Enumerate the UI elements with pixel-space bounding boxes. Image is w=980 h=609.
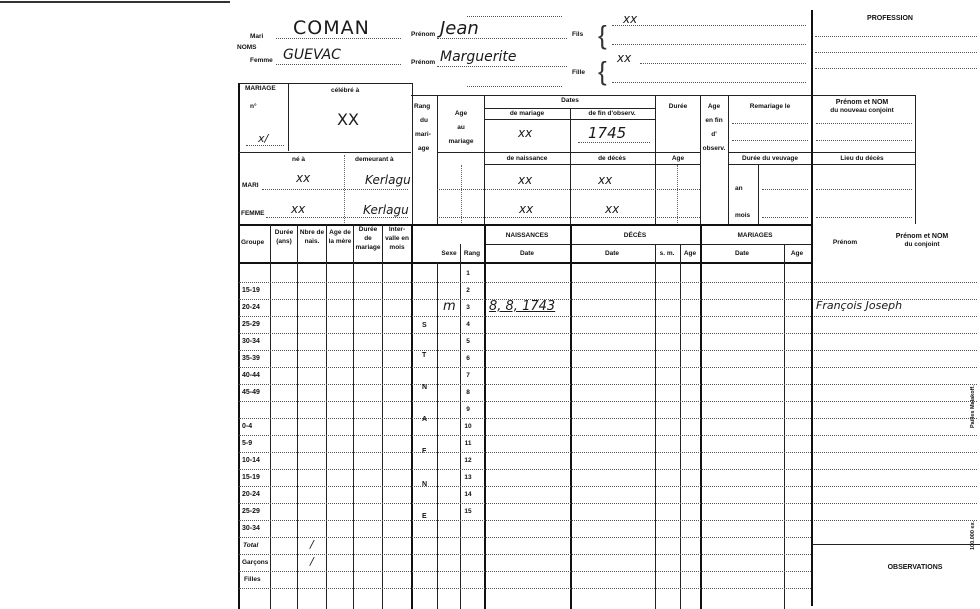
table-subheader-rule bbox=[484, 244, 811, 245]
mois-label: mois bbox=[735, 212, 751, 219]
remariage-dots-2 bbox=[732, 140, 808, 141]
dates-subheader-rule bbox=[484, 108, 655, 109]
marriage-mid-rule bbox=[238, 152, 411, 153]
de-fin-label: de fin d'observ. bbox=[588, 110, 636, 117]
fille-value: xx bbox=[617, 51, 632, 65]
prenom-row-rule bbox=[814, 435, 977, 436]
mari-name-line bbox=[276, 38, 401, 39]
femme-ne-value: xx bbox=[291, 202, 306, 216]
remariage-rule-2 bbox=[728, 164, 811, 165]
femme-row-dots bbox=[266, 217, 408, 218]
ne-a-label: né à bbox=[292, 156, 306, 163]
mari-row-dots bbox=[262, 189, 408, 190]
row-rule bbox=[239, 486, 811, 487]
age-group-bottom: 20-24 bbox=[242, 491, 260, 498]
age-mariage-label-1: Age bbox=[454, 110, 468, 117]
femme-prenom-label: Prénom bbox=[411, 59, 436, 66]
conjoint-dots-1 bbox=[816, 123, 912, 124]
row-rule bbox=[239, 537, 811, 538]
garcons-value: / bbox=[310, 555, 314, 568]
femme-label: Femme bbox=[250, 57, 273, 64]
femme-name: GUEVAC bbox=[283, 47, 341, 63]
mari-label: Mari bbox=[250, 33, 264, 40]
profession-line-1 bbox=[815, 36, 977, 37]
dates-right-divider bbox=[655, 95, 656, 224]
row-rule bbox=[239, 554, 811, 555]
duree-mariage-header-2: de bbox=[364, 235, 372, 242]
deces-age-header: Age bbox=[683, 250, 697, 257]
conjoint-header-1: Prénom et NOM bbox=[895, 233, 949, 240]
agefin-label-4: observ. bbox=[702, 145, 726, 152]
veuvage-divider bbox=[758, 164, 759, 224]
naissances-date-header: Date bbox=[519, 250, 535, 257]
row-rule bbox=[239, 571, 811, 572]
age-group-top: 45-49 bbox=[242, 389, 260, 396]
duree-ans-header-1: Durée bbox=[274, 229, 294, 236]
fille-line-2 bbox=[612, 82, 806, 83]
deces-date-header: Date bbox=[604, 250, 620, 257]
rang-col-right bbox=[437, 95, 438, 224]
nouveau-conjoint-label-2: du nouveau conjoint bbox=[830, 107, 894, 114]
age-group-top: 20-24 bbox=[242, 304, 260, 311]
agefin-col-right bbox=[728, 95, 729, 224]
row-rule bbox=[239, 350, 811, 351]
femme-name-line bbox=[276, 64, 401, 65]
agefin-label-1: Age bbox=[707, 103, 721, 110]
age-group-bottom: 25-29 bbox=[242, 508, 260, 515]
row-rule bbox=[239, 384, 811, 385]
mariages-age-header: Age bbox=[790, 250, 804, 257]
femme-prenom: Marguerite bbox=[440, 49, 517, 65]
profession-line-3 bbox=[815, 68, 977, 69]
right-block-divider bbox=[915, 95, 916, 224]
dates-subheader-rule-2 bbox=[484, 119, 655, 120]
mariages-header: MARIAGES bbox=[737, 232, 773, 239]
prenom-row-rule bbox=[814, 316, 977, 317]
dates-femme-dots bbox=[437, 217, 700, 218]
top-rule bbox=[0, 1, 230, 3]
fils-line-1 bbox=[612, 25, 806, 26]
child-sexe: m bbox=[443, 299, 456, 314]
age-group-bottom: 15-19 bbox=[242, 474, 260, 481]
fille-line-1 bbox=[640, 63, 806, 64]
rang-label-2: du bbox=[420, 117, 428, 124]
rang-number: 3 bbox=[466, 304, 470, 311]
rang-number: 13 bbox=[464, 474, 472, 481]
sm-header: s. m. bbox=[659, 250, 675, 257]
no-dots bbox=[246, 145, 284, 146]
groupe-header: Groupe bbox=[241, 239, 265, 246]
de-deces-label: de décès bbox=[598, 155, 626, 162]
remariage-rule bbox=[728, 152, 811, 153]
age-group-bottom: 5-9 bbox=[242, 440, 253, 447]
date-mariage-value: xx bbox=[518, 126, 533, 140]
right-block-top bbox=[812, 95, 915, 96]
dates-bottom-rule bbox=[238, 224, 812, 226]
prenom-row-rule bbox=[814, 486, 977, 487]
row-rule bbox=[239, 282, 811, 283]
filles-label: Filles bbox=[244, 576, 261, 583]
prenom-bottom-dots bbox=[467, 86, 562, 87]
age-group-bottom: 0-4 bbox=[242, 423, 253, 430]
mariages-date-header: Date bbox=[734, 250, 750, 257]
no-label: n° bbox=[250, 103, 257, 110]
no-value: x/ bbox=[258, 132, 269, 145]
prenom-top-dots bbox=[467, 16, 562, 17]
rang-number: 11 bbox=[464, 440, 472, 447]
lieu-deces-rule-2 bbox=[812, 164, 915, 165]
duree-col-right bbox=[700, 95, 701, 224]
row-rule bbox=[239, 520, 811, 521]
femme-naissance-value: xx bbox=[519, 202, 534, 216]
prenom-row-rule bbox=[814, 503, 977, 504]
nouveau-conjoint-label-1: Prénom et NOM bbox=[835, 99, 889, 106]
row-rule bbox=[239, 333, 811, 334]
prenom-row-rule bbox=[814, 367, 977, 368]
dates-duree-dots bbox=[677, 165, 678, 223]
fils-label: Fils bbox=[572, 31, 584, 38]
right-column-divider bbox=[811, 10, 813, 606]
rang-number: 7 bbox=[466, 372, 470, 379]
veuvage-mois-dots bbox=[762, 217, 808, 218]
duree-mariage-header-1: Durée bbox=[358, 226, 378, 233]
dates-mari-dots bbox=[437, 189, 700, 190]
lieu-deces-rule bbox=[812, 152, 915, 153]
profession-line-2 bbox=[815, 52, 977, 53]
remariage-label: Remariage le bbox=[749, 103, 791, 110]
mari-prenom: Jean bbox=[440, 18, 479, 39]
date-fin-dots bbox=[578, 142, 650, 143]
mari-demeurant-value: Kerlagu bbox=[365, 173, 411, 187]
dates-mid-rule-2 bbox=[484, 164, 700, 165]
mari-name: COMAN bbox=[293, 17, 370, 39]
prenom-row-rule bbox=[814, 350, 977, 351]
sexe-header: Sexe bbox=[441, 250, 457, 257]
enfants-letter: F bbox=[422, 448, 427, 455]
prenom-row-rule bbox=[814, 282, 977, 283]
celebre-value: XX bbox=[337, 110, 359, 129]
age-mariage-label-2: au bbox=[457, 124, 465, 131]
rang-number: 6 bbox=[466, 355, 470, 362]
table-header-bottom bbox=[238, 262, 811, 264]
dates-mid-divider bbox=[570, 108, 571, 224]
prenom-row-rule bbox=[814, 520, 977, 521]
conjoint-dots-2 bbox=[816, 140, 912, 141]
mari-ne-value: xx bbox=[296, 171, 311, 185]
rang-number: 12 bbox=[464, 457, 472, 464]
mari-deces-value: xx bbox=[598, 173, 613, 187]
date-fin-value: 1745 bbox=[588, 124, 627, 142]
marriage-no-divider bbox=[288, 84, 289, 151]
nbre-nais-header-1: Nbre de bbox=[299, 229, 325, 236]
lieu-dots-1 bbox=[816, 189, 912, 190]
fille-brace: { bbox=[598, 56, 607, 86]
row-rule bbox=[239, 401, 811, 402]
age-mariage-label-3: mariage bbox=[448, 138, 474, 145]
rang-number: 15 bbox=[464, 508, 472, 515]
femme-demeurant-value: Kerlagu bbox=[363, 203, 409, 217]
observations-label: OBSERVATIONS bbox=[887, 564, 943, 571]
prenom-row-rule bbox=[814, 384, 977, 385]
row-rule bbox=[239, 435, 811, 436]
rang-number: 2 bbox=[466, 287, 470, 294]
fils-value: xx bbox=[623, 12, 638, 26]
enfants-letter: T bbox=[422, 352, 427, 359]
celebre-label: célébré à bbox=[331, 87, 360, 94]
age-label: Age bbox=[671, 155, 685, 162]
row-rule bbox=[239, 469, 811, 470]
rang-header: Rang bbox=[463, 250, 481, 257]
total-value: / bbox=[310, 538, 314, 551]
nbre-nais-header-2: nais. bbox=[304, 238, 320, 245]
demeurant-label: demeurant à bbox=[355, 156, 394, 163]
copies-mark: 100.000 ex. bbox=[970, 520, 976, 550]
prenom-row-rule bbox=[814, 469, 977, 470]
agefin-label-3: d' bbox=[711, 131, 717, 138]
age-col-right bbox=[484, 95, 485, 224]
femme-prenom-line bbox=[437, 66, 567, 67]
noms-label: NOMS bbox=[237, 44, 257, 51]
rang-label-1: Rang bbox=[414, 103, 431, 110]
mari-row-label: MARI bbox=[242, 182, 259, 189]
dates-title: Dates bbox=[561, 97, 579, 104]
total-label: Total bbox=[243, 542, 259, 549]
child-prenom: François Joseph bbox=[816, 299, 903, 312]
veuvage-an-dots bbox=[762, 189, 808, 190]
rang-number: 14 bbox=[464, 491, 472, 498]
femme-row-label: FEMME bbox=[241, 210, 265, 217]
rang-label-4: age bbox=[418, 145, 430, 152]
row-rule bbox=[239, 452, 811, 453]
rang-number: 4 bbox=[466, 321, 470, 328]
prenom-row-rule bbox=[814, 401, 977, 402]
prenom-row-rule bbox=[814, 333, 977, 334]
prenom-row-rule bbox=[814, 299, 977, 300]
age-group-bottom: 10-14 bbox=[242, 457, 260, 464]
fils-brace: { bbox=[598, 20, 607, 50]
intervalle-header-2: valle en bbox=[385, 235, 409, 242]
row-rule bbox=[239, 316, 811, 317]
enfants-letter: N bbox=[422, 384, 428, 391]
rang-number: 5 bbox=[466, 338, 470, 345]
age-mere-header-1: Age de bbox=[329, 229, 351, 236]
row-rule bbox=[239, 503, 811, 504]
printer-mark: Pailles Malakoff. bbox=[970, 385, 976, 428]
rang-number: 9 bbox=[466, 406, 470, 413]
rang-number: 10 bbox=[464, 423, 472, 430]
fils-line-2 bbox=[612, 44, 806, 45]
prenom-section-bottom bbox=[812, 544, 980, 545]
prenom-row-rule bbox=[814, 452, 977, 453]
duree-veuvage-label: Durée du veuvage bbox=[742, 155, 798, 162]
duree-label: Durée bbox=[668, 103, 688, 110]
age-group-top: 30-34 bbox=[242, 338, 260, 345]
age-group-top: 35-39 bbox=[242, 355, 260, 362]
marriage-title: MARIAGE bbox=[245, 85, 276, 92]
enfants-letter: E bbox=[422, 513, 427, 520]
femme-deces-value: xx bbox=[605, 202, 620, 216]
enfants-letter: N bbox=[422, 481, 428, 488]
an-label: an bbox=[735, 185, 743, 192]
de-naissance-label: de naissance bbox=[506, 155, 548, 162]
remariage-dots-1 bbox=[732, 123, 808, 124]
agefin-label-2: en fin bbox=[705, 117, 723, 124]
lieu-deces-label: Lieu du décès bbox=[840, 155, 884, 162]
row-rule bbox=[239, 418, 811, 419]
mari-naissance-value: xx bbox=[518, 173, 533, 187]
age-group-top: 40-44 bbox=[242, 372, 260, 379]
intervalle-header-1: Inter- bbox=[388, 226, 406, 233]
enfants-letter: S bbox=[422, 322, 427, 329]
conjoint-header-2: du conjoint bbox=[904, 241, 940, 248]
rang-number: 8 bbox=[466, 389, 470, 396]
dates-top-rule bbox=[411, 95, 811, 96]
mari-prenom-line bbox=[437, 38, 567, 39]
age-group-top: 25-29 bbox=[242, 321, 260, 328]
enfants-letter: A bbox=[422, 416, 428, 423]
prenom-row-rule bbox=[814, 418, 977, 419]
duree-mariage-header-3: mariage bbox=[355, 244, 381, 251]
de-mariage-label: de mariage bbox=[509, 110, 545, 117]
duree-ans-header-2: (ans) bbox=[276, 238, 292, 245]
age-group-bottom: 30-34 bbox=[242, 525, 260, 532]
rang-label-3: mari- bbox=[415, 131, 431, 138]
dates-age-dots bbox=[461, 165, 462, 223]
naissances-header: NAISSANCES bbox=[505, 232, 549, 239]
prenom-header: Prénom bbox=[832, 239, 858, 246]
mari-prenom-label: Prénom bbox=[411, 31, 436, 38]
fille-label: Fille bbox=[572, 69, 586, 76]
dates-mid-rule bbox=[437, 152, 700, 153]
deces-header: DÉCÈS bbox=[623, 232, 647, 239]
age-group-top: 15-19 bbox=[242, 287, 260, 294]
garcons-label: Garçons bbox=[242, 559, 269, 566]
row-rule bbox=[239, 588, 811, 589]
profession-label: PROFESSION bbox=[867, 15, 913, 22]
lieu-dots-2 bbox=[816, 217, 912, 218]
age-mere-header-2: la mère bbox=[328, 238, 352, 245]
row-rule bbox=[239, 367, 811, 368]
intervalle-header-3: mois bbox=[389, 244, 405, 251]
rang-number: 1 bbox=[466, 270, 470, 277]
child-birth-date: 8, 8, 1743 bbox=[489, 299, 556, 314]
